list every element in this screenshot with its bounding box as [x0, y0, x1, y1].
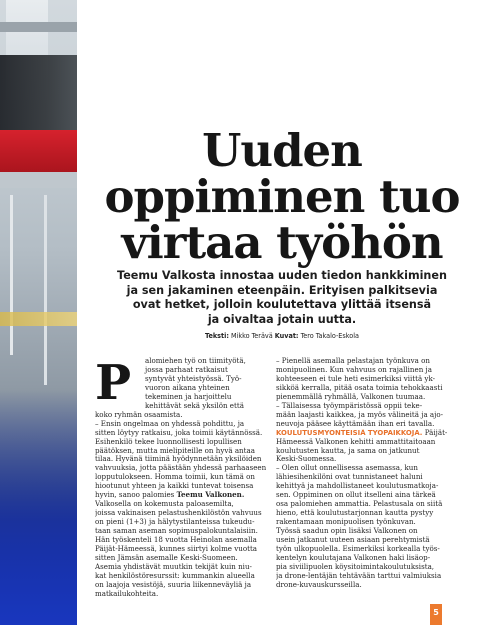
text-line: on pieni (1+3) ja hälytystilanteissa tukeudu- — [95, 518, 255, 527]
text-line: lopputulokseen. Homma toimii, kun tämä on — [95, 473, 255, 482]
lede-line: Teemu Valkosta innostaa uuden tiedon hankkiminen — [117, 269, 447, 282]
text-line: lähiesihenkilöni ovat tunnistaneet haluni — [276, 473, 423, 482]
text-line: sikköä kerralla, pitää osata toimia tehokkaasti — [276, 383, 443, 392]
text-line: jossa parhaat ratkaisut — [145, 365, 228, 374]
text-line: Työssä saadun opin lisäksi Valkonen on — [276, 527, 418, 536]
text-line — [95, 491, 267, 500]
lede-line: ovat hetket, jolloin koulutettava ylittää itsensä — [132, 298, 432, 311]
text-line: joissa vakinaisen pelastushenkilöstön vahvuus — [95, 509, 262, 518]
text-line: ja drone-lentäjän tehtävään tarttui valmiuksia — [276, 571, 442, 580]
page-number: 5 — [430, 604, 442, 625]
name-highlight: Teemu Valkonen. — [176, 491, 245, 500]
text-line: – Tällaisessa työympäristössä oppii teke- — [276, 401, 423, 410]
byline-photo-label: Kuvat: — [274, 331, 299, 340]
text-line: pienemmällä ryhmällä, Valkonen tuumaa. — [276, 392, 426, 401]
text-line: sitten Jämsän asemalle Keski-Suomeen. — [95, 553, 238, 562]
text-segment: hyvin, sanoo palomies — [95, 491, 175, 500]
text-line: kat henkilöstöresurssit: kummankin alueella — [95, 571, 255, 580]
headline-line: Uuden — [202, 124, 362, 177]
text-line: mään laajasti kaikkea, ja myös välineitä ja ajo- — [276, 410, 444, 419]
text-line: usein jatkanut uuteen asiaan perehtymistä — [276, 536, 430, 545]
byline-text-author: Mikko Terävä — [230, 331, 273, 340]
text-line: pia siviilipuolen köysitoimintakoulutuksista, — [276, 562, 435, 571]
byline — [104, 331, 460, 340]
byline-text-label: Teksti: — [205, 331, 229, 340]
lede-line: ja sen jakaminen eteenpäin. Erityisen palkitsevia — [126, 283, 438, 297]
text-line: Esihenkilö tekee luonnollisesti lopullisen — [95, 437, 242, 446]
text-line: alomiehen työ on tiimityötä, — [145, 357, 246, 365]
text-line: hiootunut yhteen ja kaikki tuntevat toisensa — [95, 482, 254, 491]
text-line: kehittyä ja mahdollistaneet koulutusmatkoja- — [276, 482, 439, 491]
text-line: Hämeessä Valkonen kehitti ammattitaitoaan — [276, 437, 436, 446]
text-line: työn ulkopuolella. Esimerkiksi korkealla työs- — [276, 545, 440, 554]
text-line: hieno, että koulutustarjonnan kautta pystyy — [276, 509, 434, 518]
text-line: sen. Oppiminen on ollut itselleni aina tärkeä — [276, 491, 436, 500]
lede-line: ja oivaltaa jotain uutta. — [207, 312, 357, 326]
text-line: Hän työskenteli 18 vuotta Heinolan asemalla — [95, 536, 257, 545]
headline-line: oppiminen tuo — [104, 170, 460, 223]
text-line: osa palomiehen ammattia. Pelastusala on siitä — [276, 500, 443, 509]
text-line: sitten löytyy ratkaisu, joka toimii käytännössä. — [95, 428, 263, 437]
article-column-2 — [276, 357, 448, 590]
text-line: päätöksen, mutta mielipiteille on hyvä antaa — [95, 446, 255, 455]
byline-photo-author: Tero Takalo-Eskola — [300, 331, 359, 340]
headline — [96, 124, 468, 269]
text-line: tekeminen ja harjoittelu — [145, 392, 232, 401]
text-line: monipuolinen. Kun vahvuus on rajallinen ja — [276, 365, 432, 374]
text-line: Päijät-Hämeessä, kunnes siirtyi kolme vuotta — [95, 545, 258, 554]
text-line: kohteeseen ei tule heti esimerkiksi viittä yk- — [276, 374, 436, 383]
lede — [104, 269, 460, 327]
headline-line: virtaa työhön — [121, 216, 443, 269]
text-line: matkailukohteita. — [95, 589, 159, 598]
text-line: rakentamaan monipuolisen työnkuvan. — [276, 518, 416, 527]
text-segment: Päijät- — [424, 428, 448, 437]
text-line: – Ensin ongelmaa on yhdessä pohdittu, ja — [95, 419, 245, 428]
text-line: Keski-Suomessa. — [276, 455, 337, 464]
subhead-line — [276, 429, 448, 438]
text-line: vahvuuksia, jotta päästään yhdessä parhaaseen — [95, 464, 267, 473]
text-line: Valkosella on kokemusta paloasemilta, — [95, 500, 234, 509]
drop-cap: P — [95, 355, 132, 411]
text-line: taan saman aseman sopimuspalokuntalaisiin. — [95, 527, 258, 536]
text-line: on laajoja vesistöjä, suuria liikenneväyliä ja — [95, 580, 252, 589]
text-line: drone-kuvauskursseilla. — [276, 580, 362, 589]
text-line: koko ryhmän osaamista. — [95, 410, 183, 419]
text-line: Asemia yhdistävät muutkin tekijät kuin niu- — [95, 562, 252, 571]
text-line: kehittävät sekä yksilön että — [145, 401, 244, 410]
text-line: kentelyn koulutajana Valkonen haki lisäop- — [276, 553, 431, 562]
cover-photo — [0, 0, 77, 625]
article-column-1 — [95, 357, 267, 599]
subheading: KOULUTUSMYÖNTEISIÄ TYÖPAIKKOJA. — [276, 428, 423, 437]
text-line: vuoron aikana yhteinen — [145, 383, 230, 392]
text-line: koulutusten kautta, ja sama on jatkunut — [276, 446, 420, 455]
text-line: – Olen ollut onnellisessa asemassa, kun — [276, 464, 418, 473]
text-line: tilaa. Hyvänä tiiminä hyödynnetään yksilöiden — [95, 455, 262, 464]
text-line: neuvoja pääsee käyttämään ihan eri tavalla. — [276, 419, 435, 428]
text-line: – Pienellä asemalla pelastajan työnkuva on — [276, 357, 430, 365]
text-line: syntyvät yhteistyössä. Työ- — [145, 374, 242, 383]
